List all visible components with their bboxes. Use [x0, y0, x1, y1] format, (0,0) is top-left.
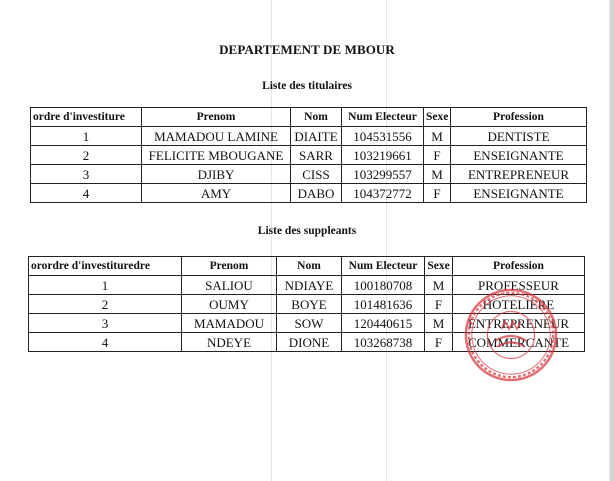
cell-nom: SARR [291, 146, 342, 165]
page-edge [610, 0, 614, 481]
cell-profession: ENTREPRENEUR [451, 165, 587, 184]
column-header: Num Electeur [342, 108, 424, 127]
cell-nom: BOYE [277, 295, 342, 314]
cell-profession: COMMERCANTE [453, 333, 585, 352]
cell-prenom: DJIBY [142, 165, 291, 184]
cell-num-electeur: 104531556 [342, 127, 424, 146]
cell-num-electeur: 104372772 [342, 184, 424, 203]
column-header: Prenom [142, 108, 291, 127]
column-header: Profession [451, 108, 587, 127]
cell-prenom: OUMY [182, 295, 277, 314]
cell-profession: HOTELIERE [453, 295, 585, 314]
cell-order: 2 [29, 295, 182, 314]
table-header-row [31, 108, 587, 127]
cell-order: 4 [29, 333, 182, 352]
column-header: ordre d'investiture [31, 108, 142, 127]
suppleants-heading: Liste des suppleants [257, 225, 357, 237]
table-header-row [29, 257, 585, 276]
titulaires-table [30, 107, 587, 203]
column-header: Nom [291, 108, 342, 127]
column-header: Sexe [425, 257, 453, 276]
cell-prenom: SALIOU [182, 276, 277, 295]
cell-num-electeur: 103268738 [342, 333, 425, 352]
cell-num-electeur: 103219661 [342, 146, 424, 165]
cell-num-electeur: 101481636 [342, 295, 425, 314]
cell-num-electeur: 120440615 [342, 314, 425, 333]
cell-order: 1 [31, 127, 142, 146]
cell-prenom: MAMADOU LAMINE [142, 127, 291, 146]
cell-nom: SOW [277, 314, 342, 333]
cell-nom: NDIAYE [277, 276, 342, 295]
cell-nom: CISS [291, 165, 342, 184]
table-row [31, 165, 587, 184]
cell-prenom: AMY [142, 184, 291, 203]
cell-num-electeur: 103299557 [342, 165, 424, 184]
cell-order: 1 [29, 276, 182, 295]
cell-order: 2 [31, 146, 142, 165]
column-header: orordre d'investituredre [29, 257, 182, 276]
cell-sexe: F [425, 295, 453, 314]
cell-nom: DABO [291, 184, 342, 203]
table-row [31, 184, 587, 203]
cell-prenom: NDEYE [182, 333, 277, 352]
cell-sexe: M [425, 276, 453, 295]
column-header: Nom [277, 257, 342, 276]
cell-order: 3 [29, 314, 182, 333]
table-row [31, 127, 587, 146]
cell-profession: ENSEIGNANTE [451, 184, 587, 203]
column-header: Num Electeur [342, 257, 425, 276]
cell-sexe: M [424, 127, 451, 146]
cell-profession: ENSEIGNANTE [451, 146, 587, 165]
titulaires-heading: Liste des titulaires [262, 80, 352, 92]
table-row [31, 146, 587, 165]
cell-order: 4 [31, 184, 142, 203]
cell-prenom: MAMADOU [182, 314, 277, 333]
cell-prenom: FELICITE MBOUGANE [142, 146, 291, 165]
department-title: DEPARTEMENT DE MBOUR [219, 42, 395, 57]
column-header: Sexe [424, 108, 451, 127]
cell-order: 3 [31, 165, 142, 184]
cell-sexe: F [424, 146, 451, 165]
cell-profession: DENTISTE [451, 127, 587, 146]
page-fold-line [271, 0, 272, 481]
cell-profession: ENTREPRENEUR [453, 314, 585, 333]
cell-nom: DIONE [277, 333, 342, 352]
cell-profession: PROFESSEUR [453, 276, 585, 295]
cell-sexe: F [425, 333, 453, 352]
cell-sexe: M [424, 165, 451, 184]
cell-sexe: M [425, 314, 453, 333]
column-header: Prenom [182, 257, 277, 276]
official-stamp [462, 286, 560, 384]
cell-nom: DIAITE [291, 127, 342, 146]
cell-sexe: F [424, 184, 451, 203]
cell-num-electeur: 100180708 [342, 276, 425, 295]
page-fold-line [386, 0, 387, 481]
column-header: Profession [453, 257, 585, 276]
